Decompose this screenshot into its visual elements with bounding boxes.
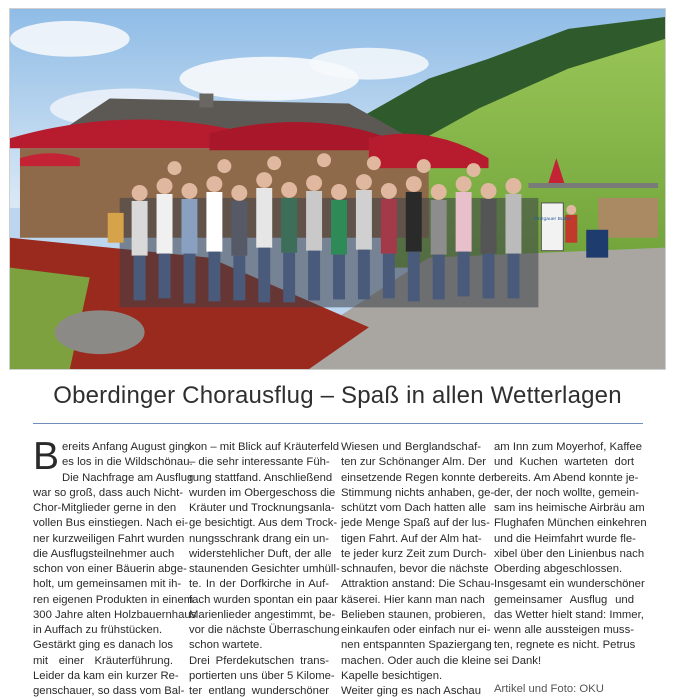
drop-cap: B [33, 435, 60, 478]
text-line: ten zur Schönanger Alm. Der [341, 456, 487, 469]
text-line: war so groß, dass auch Nicht- [33, 486, 184, 499]
text-line: staunenden Gesichter umhüll- [189, 563, 340, 575]
text-line: der, der noch wollte, gemein- [494, 486, 640, 499]
text-column-1 [33, 435, 197, 699]
text-line: te. In der Dorfkirche in Auf- [189, 578, 329, 591]
chalk-board [586, 230, 608, 258]
text-line: ge besichtigt. Aus dem Trock- [189, 517, 338, 530]
text-line: widerstehlicher Duft, der alle [189, 547, 332, 560]
menu-sign-text: Pinzgauer Butter [533, 216, 571, 222]
text-line: Leider da kam ein kurzer Re- [33, 669, 179, 682]
text-line: bereits. Am Abend konnte je- [494, 471, 639, 484]
text-line: am Inn zum Moyerhof, Kaffee [494, 441, 642, 453]
railing [528, 183, 658, 188]
text-line: holt, um gemeinsamen mit ih- [33, 578, 182, 591]
article-headline: Oberdinger Chorausflug – Spaß in allen Wetterlagen [53, 382, 622, 409]
text-line: Marienlieder angestimmt, be- [189, 608, 336, 621]
text-line: sam ins heimische Airbräu am [494, 502, 645, 514]
text-line: 300 Jahre alten Holzbauernhaus [33, 608, 197, 621]
menu-sign [541, 203, 563, 251]
article-body [33, 435, 647, 697]
text-line: ten, regnete es nicht. Petrus [494, 639, 636, 652]
text-line: vor die nächste Überraschung [189, 624, 340, 636]
text-line: die Ausflugsteilnehmer auch [33, 547, 175, 560]
text-line: Insgesamt ein wunderschöner [494, 578, 645, 591]
text-line: und die Heimfahrt wurde fle- [494, 532, 636, 545]
cloud [10, 21, 130, 57]
text-column-3 [341, 440, 495, 699]
group-photo [9, 8, 666, 370]
text-line: – die sehr interessante Füh- [189, 456, 330, 469]
rock [55, 310, 145, 354]
text-line: rung stattfand. Anschließend [189, 471, 333, 484]
text-line: schon wartete. [189, 639, 263, 652]
text-line: käserei. Hier kann man nach [341, 593, 485, 606]
text-line: Oberding abgeschlossen. [494, 563, 623, 575]
text-column-2 [189, 440, 340, 699]
text-line: Die Nachfrage am Ausflug [62, 471, 194, 484]
chimney [199, 94, 213, 108]
text-line: machen. Oder auch die kleine [341, 654, 492, 667]
text-line: sei Dank! [494, 654, 542, 667]
text-line: Weiter ging es nach Aschau [341, 685, 481, 697]
text-line: einkaufen oder einfach nur ei- [341, 624, 491, 636]
text-line: das Wetter hielt stand: Immer, [494, 608, 644, 621]
text-line: in Auffach zu frühstücken. [33, 624, 163, 636]
text-line: Attraktion anstand: Die Schau- [341, 578, 495, 591]
text-line: Belieben staunen, probieren, [341, 608, 486, 621]
text-line: kon – mit Blick auf Kräuterfeld [189, 441, 340, 453]
text-line: genschauer, so dass vom Bal- [33, 685, 185, 697]
text-line: nungsschrank drang ein un- [189, 532, 330, 545]
text-line: Chor-Mitglieder gerne in den [33, 502, 177, 514]
text-line: fach wurden spontan ein paar [189, 593, 338, 606]
text-line: tigen Fahrt. Auf der Alm hat- [341, 532, 482, 545]
text-line: mit einer Kräuterführung. [33, 654, 173, 667]
text-line: ter entlang wunderschöner [189, 685, 329, 697]
text-line: nen entspannten Spaziergang [341, 639, 492, 652]
text-line: Drei Pferdekutschen trans- [189, 654, 329, 667]
text-line: Gestärkt ging es danach los [33, 639, 174, 652]
text-line: ereits Anfang August ging [62, 441, 191, 453]
text-column-4 [494, 440, 647, 697]
text-line: te jeder kurz Zeit zum Durch- [341, 547, 487, 560]
text-line: ren eigenen Produkten in einem [33, 593, 194, 606]
text-line: es los in die Wildschönau. [62, 456, 193, 469]
text-line: Flughafen München einkehren [494, 517, 647, 530]
text-line: und Kuchen warteten dort [494, 456, 634, 469]
text-line: gemeinsamer Ausflug und [494, 593, 634, 606]
group-photo-illustration [10, 9, 665, 369]
cloud [309, 48, 429, 80]
text-line: xibel über den Linienbus nach [494, 547, 645, 560]
text-line: Kräuter und Trocknungsanla- [189, 502, 335, 514]
text-line: ner kurzweiligen Fahrt wurden [33, 532, 185, 545]
text-line: wenn alle aussteigen muss- [494, 624, 634, 636]
text-line: schützt vom Dach hatten alle [341, 502, 487, 514]
text-line: schnaufen, bevor die nächste [341, 563, 489, 575]
headline-divider [33, 423, 643, 424]
text-line: Stimmung nichts anhaben, ge- [341, 486, 495, 499]
text-line: wurden im Obergeschoss die [189, 486, 336, 499]
text-line: jede Menge Spaß auf der lus- [341, 517, 490, 530]
text-line: vollen Bus einstiegen. Nach ei- [33, 517, 189, 530]
child-figure [566, 205, 576, 215]
wall-sign [108, 213, 124, 243]
text-line: schon von einer Bäuerin abge- [33, 563, 187, 575]
text-line: Kapelle besichtigen. [341, 669, 443, 682]
text-line: Wiesen und Berglandschaf- [341, 441, 481, 453]
article-credit: Artikel und Foto: OKU [494, 682, 604, 695]
text-line: portierten uns über 5 Kilome- [189, 669, 335, 682]
text-line: einsetzende Regen konnte der [341, 471, 495, 484]
